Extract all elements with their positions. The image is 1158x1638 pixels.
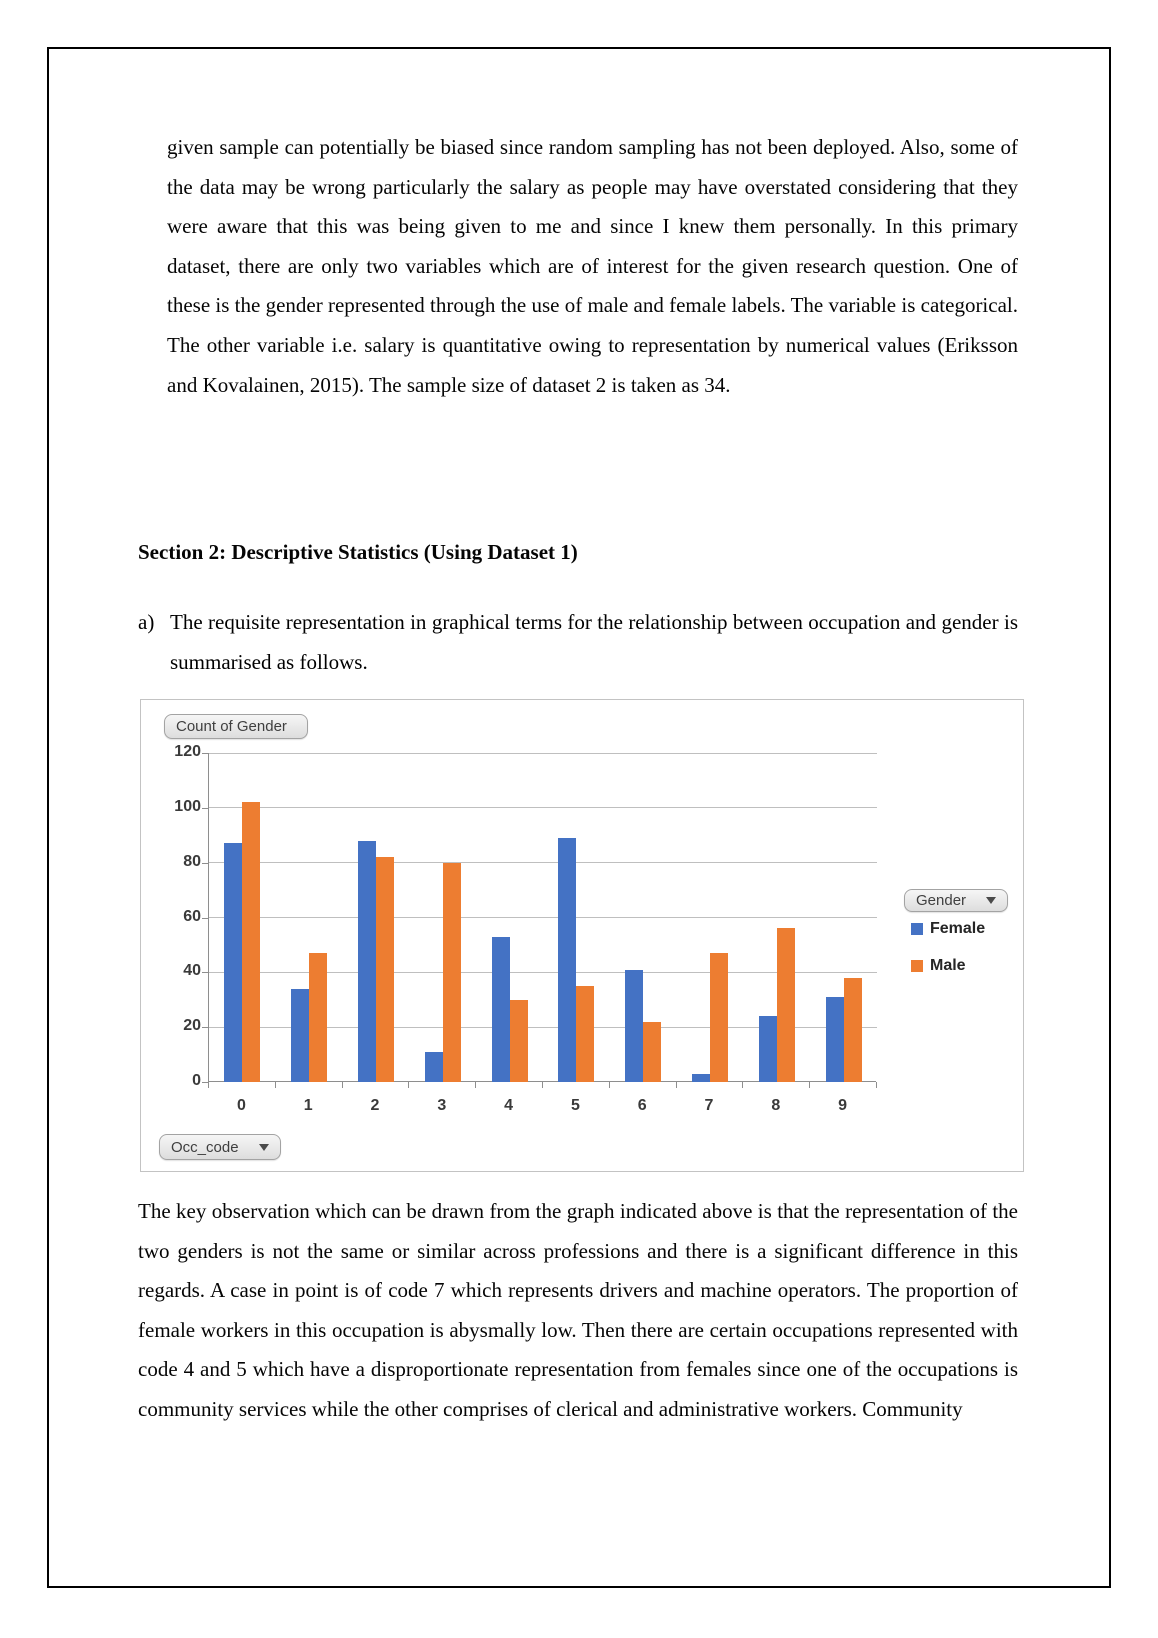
list-item-a [138,603,1018,682]
female-series-swatch [911,923,923,935]
bar-male-cat9 [844,978,862,1082]
x-axis-tick [676,1082,677,1088]
x-axis-tick [809,1082,810,1088]
gridline-y-120 [209,753,877,754]
list-item-a-marker: a) [138,610,155,634]
legend-label-female: Female [930,920,986,937]
y-axis-tick [202,918,208,919]
gridline-y-100 [209,807,877,808]
x-axis-category-label: 2 [370,1097,380,1114]
y-axis-tick-label: 100 [174,797,201,815]
plot-area [208,753,876,1082]
bar-female-cat7 [692,1074,710,1082]
x-axis-category-label: 0 [236,1097,246,1114]
y-axis-tick-label: 20 [183,1017,201,1035]
x-axis-tick [475,1082,476,1088]
male-series-swatch [911,960,923,972]
bar-male-cat4 [510,1000,528,1082]
x-axis-category-label: 7 [704,1097,714,1114]
x-axis-tick [876,1082,877,1088]
gridline-y-60 [209,917,877,918]
dropdown-arrow-icon [259,1144,269,1151]
x-axis-tick [342,1082,343,1088]
section-heading: Section 2: Descriptive Statistics (Using Dataset 1) [138,540,578,564]
y-axis-tick [202,753,208,754]
x-axis-tick [275,1082,276,1088]
x-axis-category-label: 8 [771,1097,781,1114]
bar-female-cat2 [358,841,376,1082]
paragraph-key-observation: The key observation which can be drawn from the graph indicated above is that the representation of the two genders is not the same or similar across professions and there is a significant difference in this regards. A case in point is of code 7 which represents drivers and machine operators. The proportion of female workers in this occupation is abysmally low. Then there are certain occupations represented with code 4 and 5 which have a disproportionate representation from females since one of the occupations is community services while the other comprises of clerical and administrative workers. Community [138,1199,1018,1421]
y-axis-tick [202,863,208,864]
x-axis-tick [742,1082,743,1088]
y-axis-tick-label: 80 [183,852,201,870]
x-axis-category-label: 5 [570,1097,580,1114]
list-item-a-text: The requisite representation in graphical terms for the relationship between occupation and gender is summarised as follows. [170,610,1018,674]
bar-male-cat7 [710,953,728,1082]
bar-male-cat3 [443,863,461,1082]
y-axis-tick-label: 0 [192,1072,201,1089]
x-axis-tick [208,1082,209,1088]
occ-code-filter-button[interactable] [159,1134,281,1160]
y-axis-tick [202,1027,208,1028]
bar-female-cat0 [224,843,242,1082]
bar-female-cat5 [558,838,576,1082]
x-axis-category-label: 4 [504,1097,514,1114]
gender-legend-filter-label: Gender [916,892,967,909]
bar-male-cat6 [643,1022,661,1082]
x-axis-category-label: 9 [838,1097,848,1114]
bar-male-cat5 [576,986,594,1082]
dropdown-arrow-icon [986,897,996,904]
bar-female-cat9 [826,997,844,1082]
x-axis-category-label: 1 [303,1097,313,1114]
gender-legend-filter-button[interactable] [904,889,1008,912]
bar-male-cat1 [309,953,327,1082]
y-axis-tick-label: 40 [183,962,201,980]
x-axis-tick [609,1082,610,1088]
x-axis-tick [408,1082,409,1088]
legend-item-female [911,920,985,938]
pivot-chart [140,699,1024,1172]
bar-female-cat6 [625,970,643,1082]
bar-female-cat3 [425,1052,443,1082]
occ-code-filter-label: Occ_code [171,1138,239,1156]
bar-female-cat8 [759,1016,777,1082]
bar-male-cat2 [376,857,394,1082]
bar-male-cat0 [242,802,260,1082]
legend-item-male [911,957,966,975]
legend-label-male: Male [930,957,966,974]
gridline-y-80 [209,862,877,863]
count-of-gender-button[interactable] [164,714,308,739]
count-of-gender-label: Count of Gender [176,718,287,735]
paragraph-sampling-bias: given sample can potentially be biased since random sampling has not been deployed. Also, some of the data may be wrong particularly the salary as people may have overstated considering that they were aware that this was being given to me and since I knew them personally. In this primary dataset, there are only two variables which are of interest for the given research question. One of these is the gender represented through the use of male and female labels. The variable is categorical. The other variable i.e. salary is quantitative owing to representation by numerical values (Eriksson and Kovalainen, 2015). The sample size of dataset 2 is taken as 34. [167,135,1018,397]
y-axis-tick [202,972,208,973]
bar-female-cat4 [492,937,510,1082]
bar-female-cat1 [291,989,309,1082]
y-axis-tick [202,808,208,809]
y-axis-tick-label: 120 [174,743,201,760]
x-axis-tick [542,1082,543,1088]
x-axis-category-label: 6 [637,1097,647,1114]
y-axis-tick-label: 60 [183,907,201,925]
x-axis-category-label: 3 [437,1097,447,1114]
bar-male-cat8 [777,928,795,1082]
